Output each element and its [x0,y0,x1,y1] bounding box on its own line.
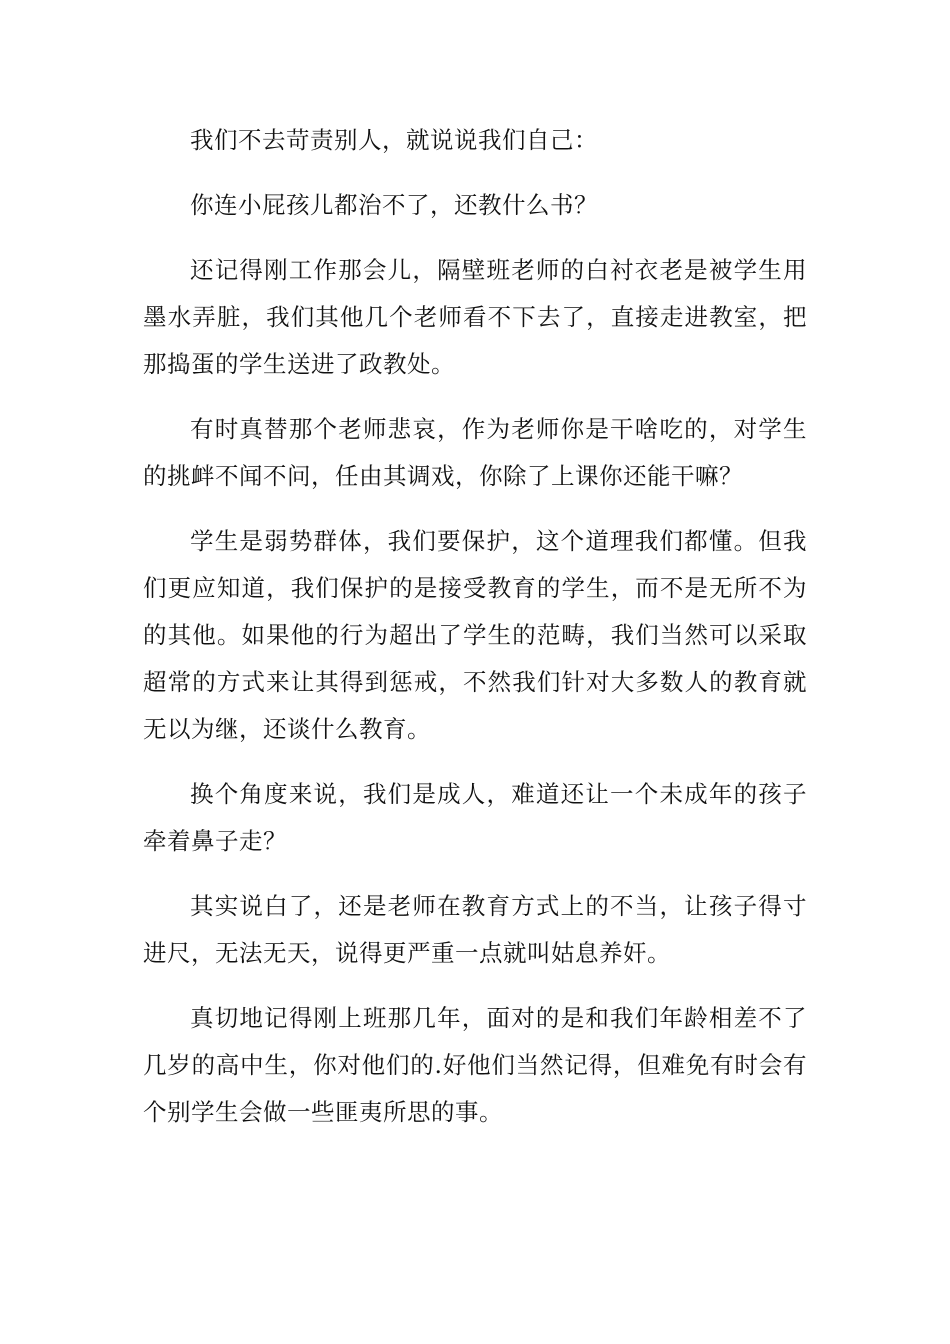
paragraph-8: 真切地记得刚上班那几年，面对的是和我们年龄相差不了几岁的高中生，你对他们的.好他们当然记得，但难免有时会有个别学生会做一些匪夷所思的事。 [143,1004,807,1126]
paragraph-3: 还记得刚工作那会儿，隔壁班老师的白衬衣老是被学生用墨水弄脏，我们其他几个老师看不下去了，直接走进教室，把那捣蛋的学生送进了政教处。 [143,256,807,378]
paragraph-6: 换个角度来说，我们是成人，难道还让一个未成年的孩子牵着鼻子走？ [143,780,807,855]
paragraph-5: 学生是弱势群体，我们要保护，这个道理我们都懂。但我们更应知道，我们保护的是接受教育的学生，而不是无所不为的其他。如果他的行为超出了学生的范畴，我们当然可以采取超常的方式来让其得到惩戒，不然我们针对大多数人的教育就无以为继，还谈什么教育。 [143,527,807,743]
paragraph-2: 你连小屁孩儿都治不了，还教什么书？ [190,191,598,219]
paragraph-1: 我们不去苛责别人，就说说我们自己： [190,126,598,154]
document-body [143,117,807,1154]
paragraph-4: 有时真替那个老师悲哀，作为老师你是干啥吃的，对学生的挑衅不闻不问，任由其调戏，你除了上课你还能干嘛？ [143,415,807,490]
paragraph-7: 其实说白了，还是老师在教育方式上的不当，让孩子得寸进尺，无法无天，说得更严重一点就叫姑息养奸。 [143,892,807,967]
